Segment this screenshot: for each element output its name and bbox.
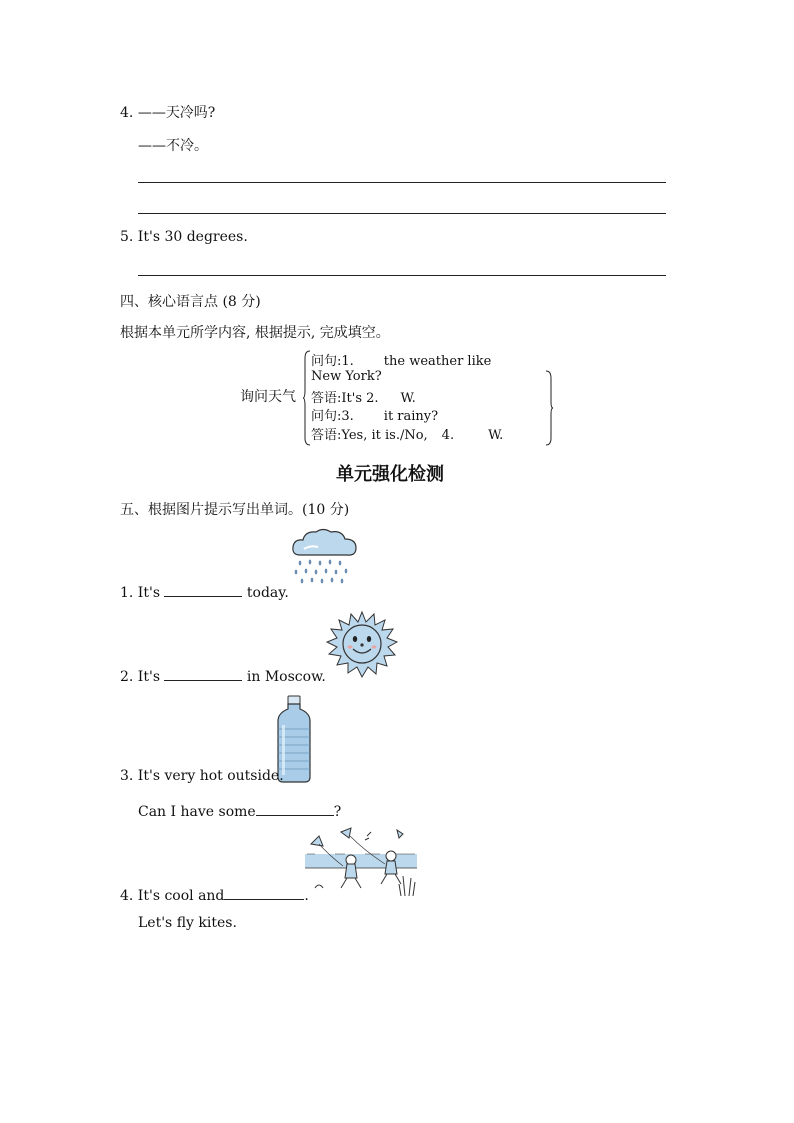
s4-row-5-blank[interactable] [454,425,488,439]
s5-item-1-prefix: 1. It's [120,585,160,601]
s4-row-1-prefix: 问句: [311,354,342,369]
s4-row-3-suffix: W. [400,391,416,406]
s5-item-2-prefix: 2. It's [120,669,160,685]
s5-item-2-blank[interactable] [164,666,242,681]
section5-heading: 五、根据图片提示写出单词。(10 分) [120,502,350,518]
s4-row-1-num: 1. [341,354,354,369]
section4-heading-text: 四、核心语言点 [120,294,218,310]
s4-row-4-blank[interactable] [354,406,384,420]
s5-item-4-prefix: 4. It's cool and [120,888,225,904]
s4-row-1-blank[interactable] [354,351,384,365]
s5-item-1-blank[interactable] [164,582,242,597]
s4-row-1 [311,350,491,369]
s5-item-4-suffix: . [304,888,309,904]
q4-line1 [120,102,215,122]
topic-label: 询问天气 [240,389,296,405]
s4-row-3-text: It's 2. [341,391,379,406]
q5-answer-line[interactable] [138,275,666,276]
s4-row-3-prefix: 答语: [311,391,342,406]
s4-row-5-suffix: W. [488,428,504,443]
s4-row-4 [311,405,438,424]
q4-answer-line-2[interactable] [138,213,666,214]
s5-item-1-suffix: today. [246,585,289,601]
s4-row-4-prefix: 问句: [311,409,342,424]
s4-row-1-text: the weather like [383,354,492,369]
s4-row-5 [311,424,503,443]
unit-title: 单元强化检测 [336,464,444,485]
q4-answer-line-1[interactable] [138,182,666,183]
s4-row-3 [311,387,416,406]
s4-row-5-prefix: 答语: [311,428,342,443]
s4-row-5-text: Yes, it is./No, [341,428,428,443]
left-brace-icon [303,350,311,446]
section4-score: (8 分) [222,294,261,310]
section4-heading [120,291,261,311]
s5-item-4-line2: Let's fly kites. [138,915,237,931]
s5-item-2 [120,666,326,685]
q4-number: 4. [120,105,134,121]
rain-cloud-icon [290,527,360,591]
s4-row-2: New York? [311,369,382,384]
s5-item-3-blank[interactable] [256,801,334,816]
s5-item-2-suffix: in Moscow. [246,669,326,685]
s5-item-3-line2 [138,801,341,820]
s5-item-3: 3. It's very hot outside. [120,768,284,784]
s5-item-3-line2-suffix: ? [333,804,342,820]
right-brace-icon [545,370,553,446]
section4-instruction: 根据本单元所学内容, 根据提示, 完成填空。 [120,325,390,341]
s5-item-3-line2-prefix: Can I have some [138,804,256,820]
q4-line2: ——不冷。 [138,138,208,154]
s5-item-1 [120,582,289,601]
s5-item-4-blank[interactable] [224,885,304,900]
s5-item-4 [120,885,309,904]
s4-row-4-text: it rainy? [383,409,439,424]
q5-prompt: 5. It's 30 degrees. [120,229,248,245]
kids-flying-kites [305,826,417,898]
sun-icon [326,610,398,680]
s4-row-3-blank[interactable] [379,388,401,402]
s4-row-5-num: 4. [441,428,455,443]
q4-prompt: ——天冷吗? [137,105,216,121]
s4-row-4-num: 3. [341,409,354,424]
